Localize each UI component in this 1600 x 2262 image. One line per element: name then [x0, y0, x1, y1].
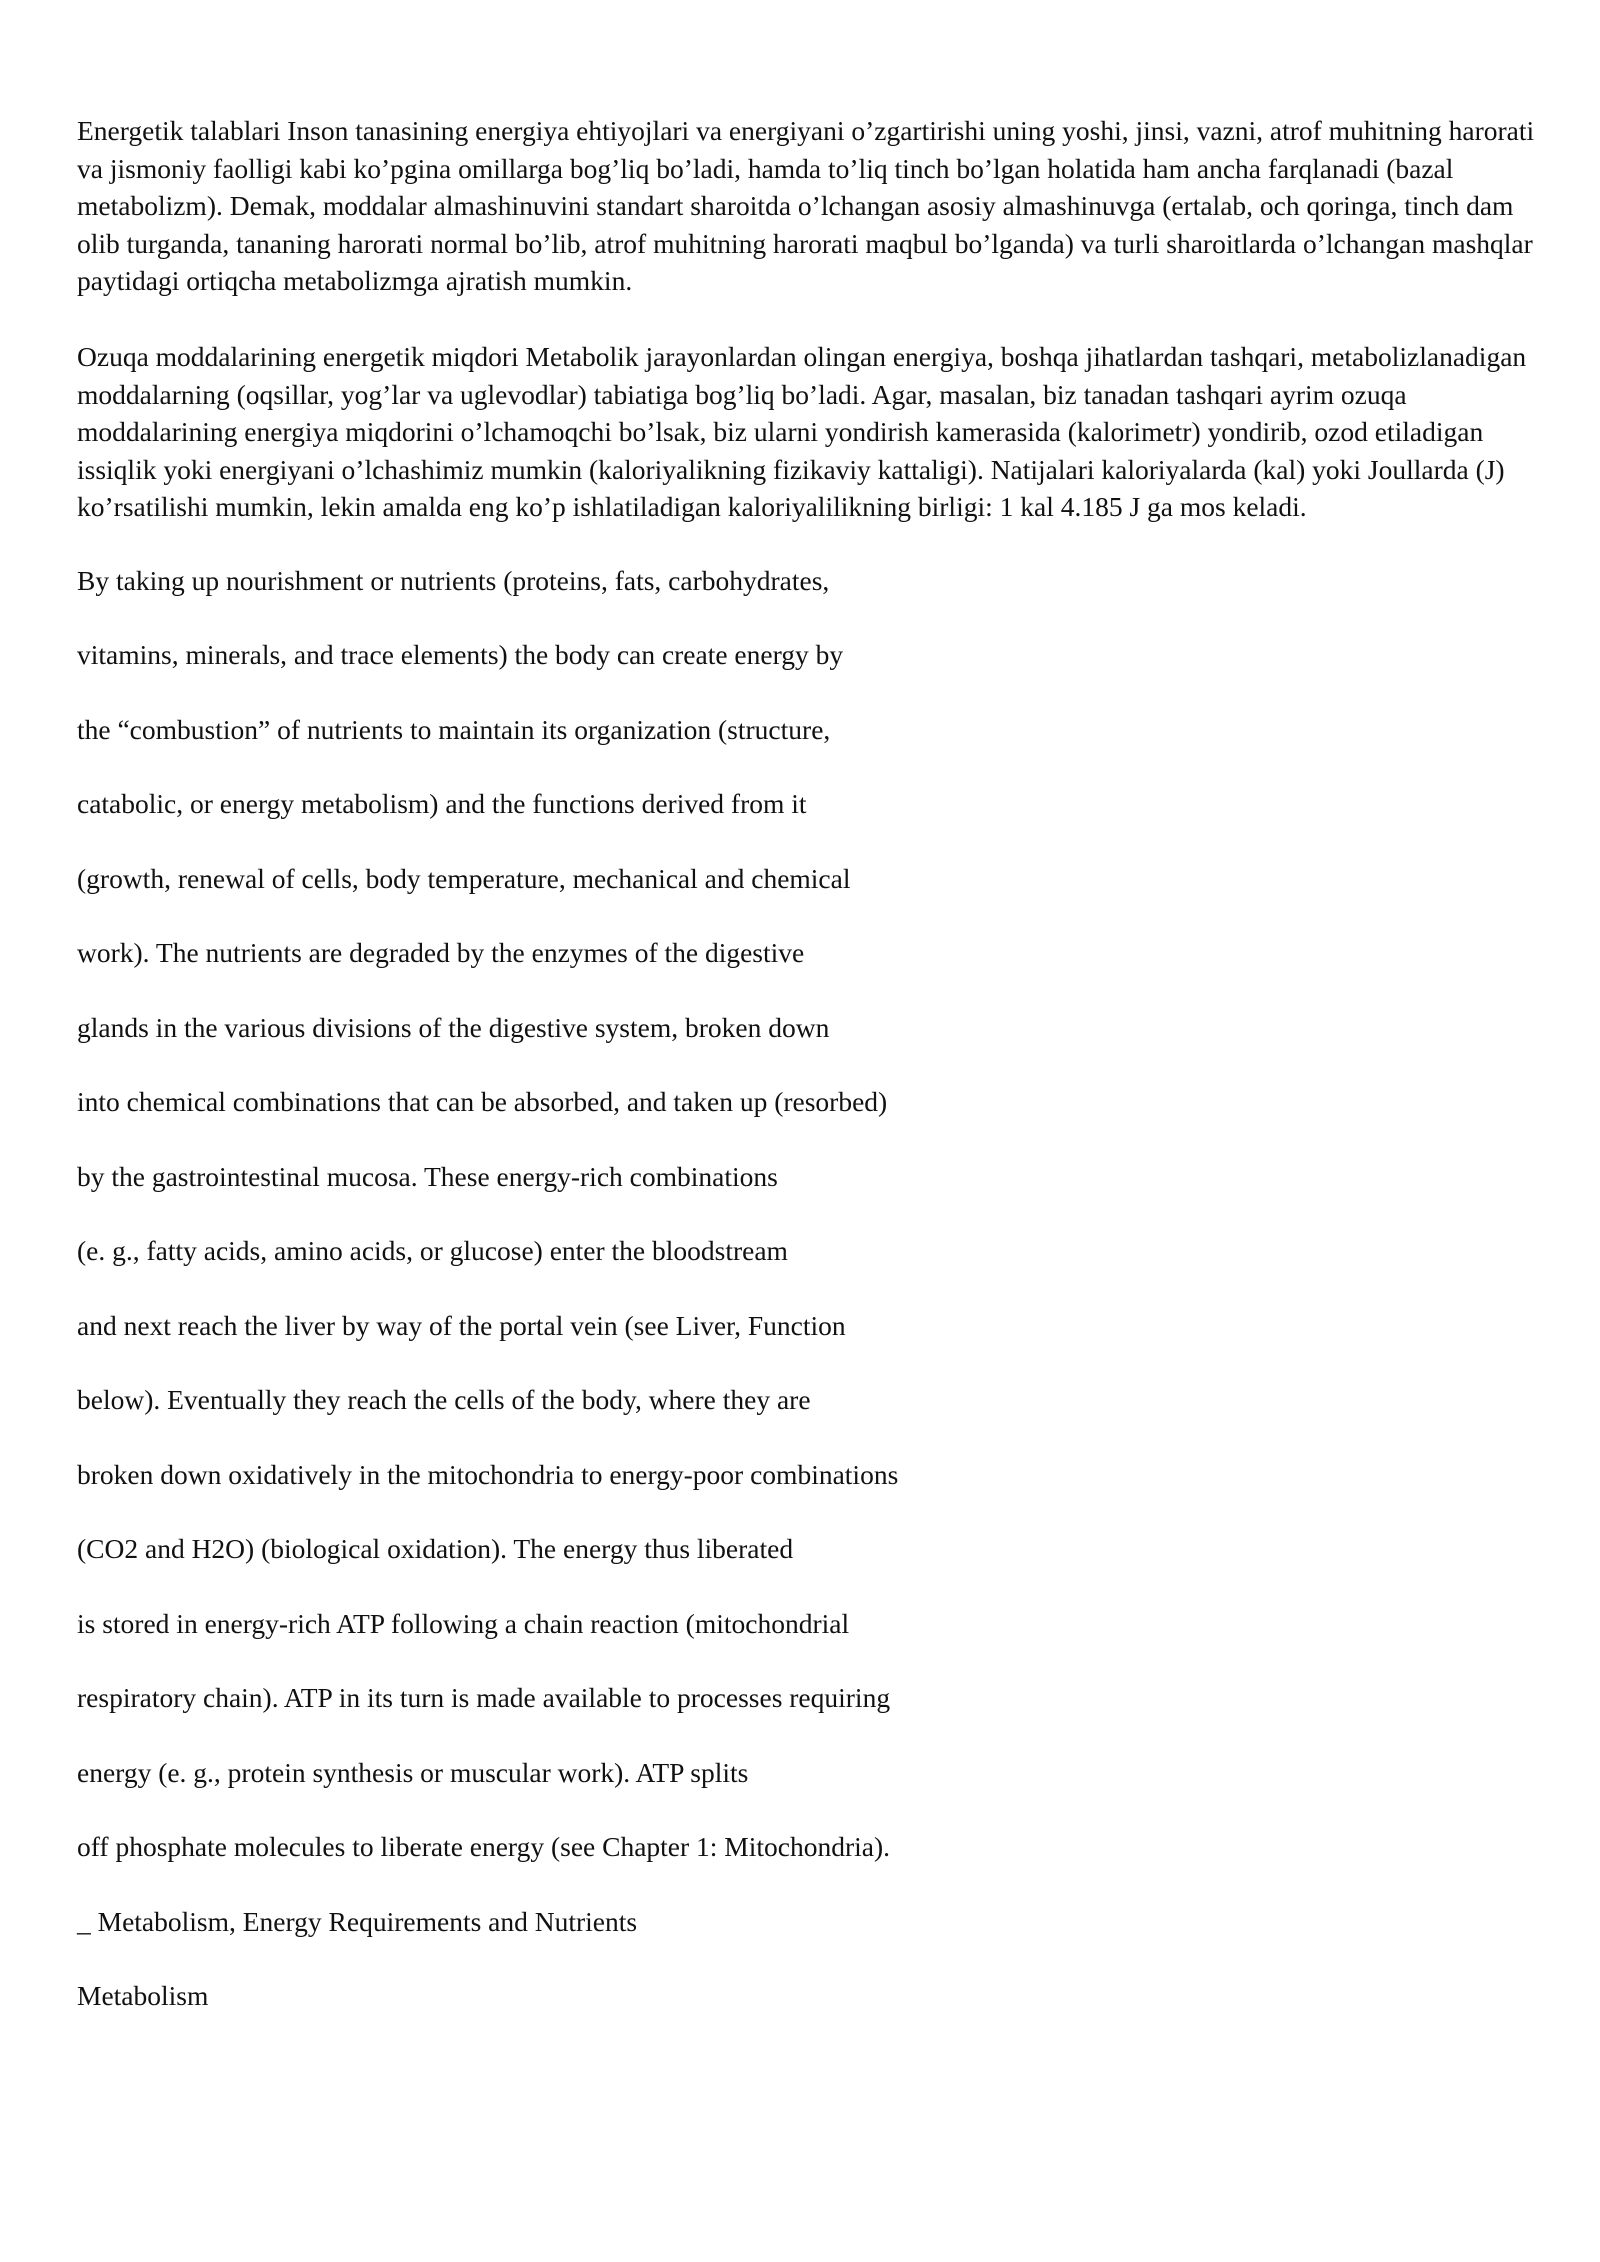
text-line: broken down oxidatively in the mitochondria to energy-poor combinations: [77, 1458, 899, 1490]
english-text-block: [77, 562, 1537, 2052]
text-line: vitamins, minerals, and trace elements) the body can create energy by: [77, 639, 844, 671]
text-line: glands in the various divisions of the digestive system, broken down: [77, 1011, 830, 1043]
text-line: (CO2 and H2O) (biological oxidation). The energy thus liberated: [77, 1533, 794, 1565]
text-line: work). The nutrients are degraded by the enzymes of the digestive: [77, 937, 805, 969]
text-line: below). Eventually they reach the cells of the body, where they are: [77, 1384, 811, 1416]
text-line: catabolic, or energy metabolism) and the functions derived from it: [77, 788, 807, 820]
text-line: and next reach the liver by way of the portal vein (see Liver, Function: [77, 1309, 846, 1341]
text-line: by the gastrointestinal mucosa. These energy-rich combinations: [77, 1160, 778, 1192]
text-line: By taking up nourishment or nutrients (proteins, fats, carbohydrates,: [77, 564, 830, 596]
text-line: (e. g., fatty acids, amino acids, or glucose) enter the bloodstream: [77, 1235, 788, 1267]
text-line: off phosphate molecules to liberate energy (see Chapter 1: Mitochondria).: [77, 1831, 891, 1863]
paragraph-energy-requirements: Energetik talablari Inson tanasining energiya ehtiyojlari va energiyani o’zgartirishi uning yoshi, jinsi, vazni, atrof muhitning harorati va jismoniy faolligi kabi ko’pgina omillarga bog’liq bo’ladi, hamda to’liq tinch bo’lgan holatida ham ancha farqlanadi (bazal metabolizm). Demak, moddalar almashinuvini standart sharoitda o’lchangan asosiy almashinuvga (ertalab, och qoringa, tinch dam olib turganda, tananing harorati normal bo’lib, atrof muhitning harorati maqbul bo’lganda) va turli sharoitlarda o’lchangan mashqlar paytidagi ortiqcha metabolizmga ajratish mumkin.: [77, 115, 1535, 297]
section-heading: _ Metabolism, Energy Requirements and Nutrients: [77, 1905, 638, 1937]
paragraph-nutrient-energy-content: Ozuqa moddalarining energetik miqdori Metabolik jarayonlardan olingan energiya, boshqa jihatlardan tashqari, metabolizlanadigan moddalarning (oqsillar, yog’lar va uglevodlar) tabiatiga bog’liq bo’ladi. Agar, masalan, biz tanadan tashqari ayrim ozuqa moddalarining energiya miqdorini o’lchamoqchi bo’lsak, biz ularni yondirish kamerasida (kalorimetr) yondirib, ozod etiladigan issiqlik yoki energiyani o’lchashimiz mumkin (kaloriyalikning fizikaviy kattaligi). Natijalari kaloriyalarda (kal) yoki Joullarda (J) ko’rsatilishi mumkin, lekin amalda eng ko’p ishlatiladigan kaloriyalilikning birligi: 1 kal 4.185 J ga mos keladi.: [77, 340, 1527, 523]
subheading: Metabolism: [77, 1980, 209, 2012]
document-page: [77, 112, 1537, 2052]
text-line: is stored in energy-rich ATP following a chain reaction (mitochondrial: [77, 1607, 850, 1639]
text-line: (growth, renewal of cells, body temperature, mechanical and chemical: [77, 862, 851, 894]
text-line: into chemical combinations that can be absorbed, and taken up (resorbed): [77, 1086, 888, 1118]
text-line: the “combustion” of nutrients to maintain its organization (structure,: [77, 713, 831, 745]
text-line: respiratory chain). ATP in its turn is made available to processes requiring: [77, 1682, 891, 1714]
text-line: energy (e. g., protein synthesis or muscular work). ATP splits: [77, 1756, 749, 1788]
